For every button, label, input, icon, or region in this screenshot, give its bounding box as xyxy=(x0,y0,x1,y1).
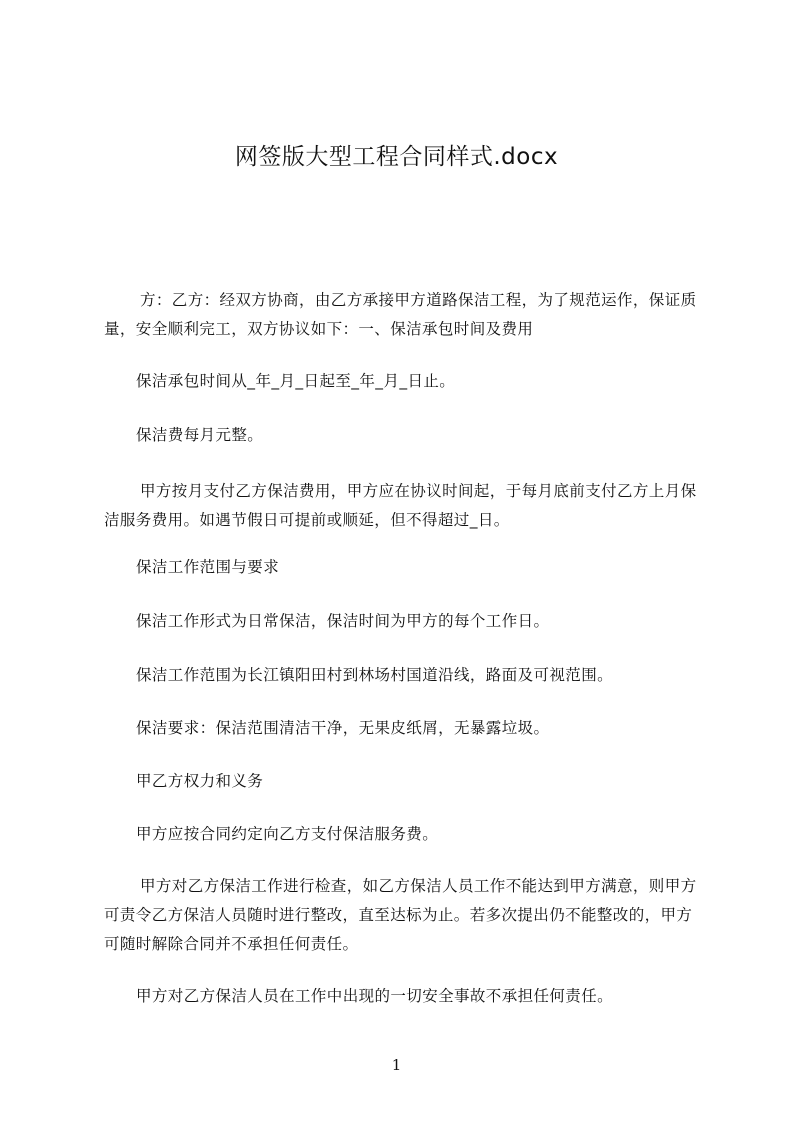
document-title: 网签版大型工程合同样式.docx xyxy=(234,144,559,170)
paragraph-work-form: 保洁工作形式为日常保洁，保洁时间为甲方的每个工作日。 xyxy=(136,612,550,630)
section-heading-scope: 保洁工作范围与要求 xyxy=(136,558,280,576)
paragraph-inspection: 甲方对乙方保洁工作进行检查，如乙方保洁人员工作不能达到甲方满意，则甲方可责令乙方保洁人员随时进行整改，直至达标为止。若多次提出仍不能整改的，甲方可随时解除合同并不承担任何责任。 xyxy=(104,877,697,953)
paragraph-monthly-fee: 保洁费每月元整。 xyxy=(136,426,264,444)
section-heading-rights: 甲乙方权力和义务 xyxy=(136,772,264,790)
paragraph-payment-terms: 甲方按月支付乙方保洁费用，甲方应在协议时间起，于每月底前支付乙方上月保洁服务费用。如遇节假日可提前或顺延，但不得超过_日。 xyxy=(104,482,697,529)
paragraph-payment-obligation: 甲方应按合同约定向乙方支付保洁服务费。 xyxy=(136,825,439,843)
paragraph-safety-liability: 甲方对乙方保洁人员在工作中出现的一切安全事故不承担任何责任。 xyxy=(136,987,614,1005)
page-number: 1 xyxy=(391,1056,402,1074)
paragraph-work-range: 保洁工作范围为长江镇阳田村到林场村国道沿线，路面及可视范围。 xyxy=(136,666,614,684)
paragraph-intro: 方：乙方：经双方协商，由乙方承接甲方道路保洁工程，为了规范运作，保证质量，安全顺利完工，双方协议如下：一、保洁承包时间及费用 xyxy=(104,291,697,338)
paragraph-contract-period: 保洁承包时间从_年_月_日起至_年_月_日止。 xyxy=(136,372,456,390)
paragraph-requirements: 保洁要求：保洁范围清洁干净，无果皮纸屑，无暴露垃圾。 xyxy=(136,719,550,737)
